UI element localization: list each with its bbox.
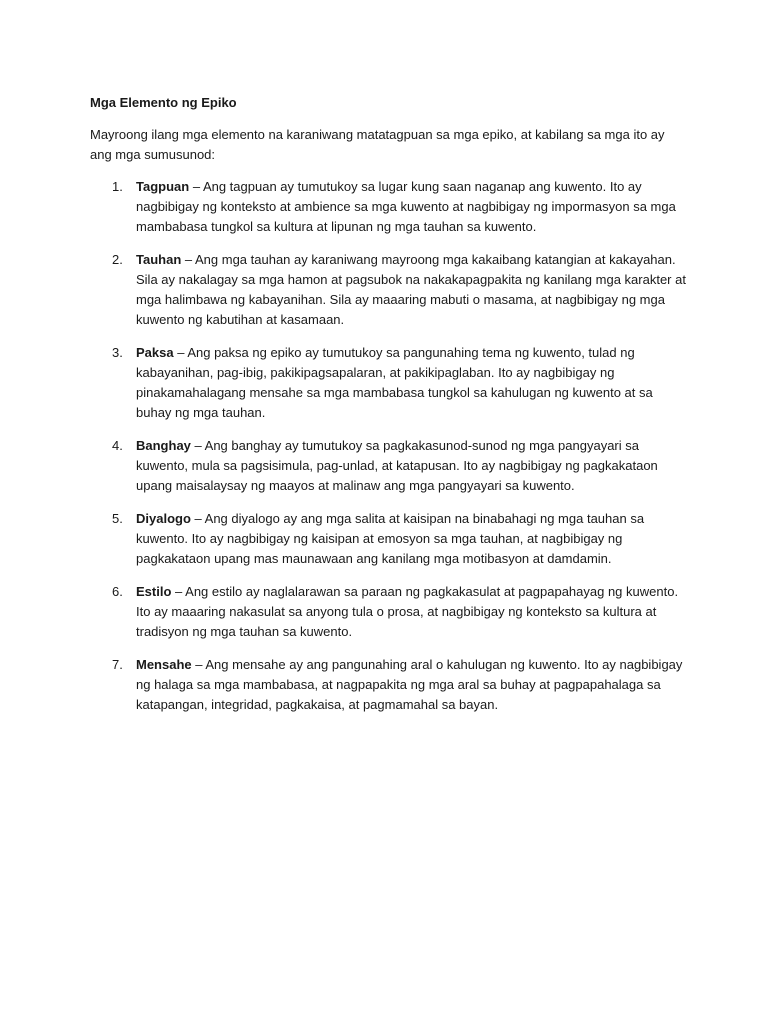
list-item-number: 2. [112, 252, 123, 267]
list-item-number: 7. [112, 657, 123, 672]
list-item [90, 582, 688, 642]
document-body [90, 94, 688, 728]
elements-list [90, 177, 688, 715]
element-description: – Ang mga tauhan ay karaniwang mayroong mga kakaibang katangian at kakayahan. Sila ay nakalagay sa mga hamon at pagsubok na nakakapagpakita ng kanilang mga karakter at mga halimbawa ng kabayanihan. Sila ay maaaring mabuti o masama, at nagbibigay ng mga kuwento ng kabutihan at kasamaan. [136, 252, 686, 327]
list-item [90, 655, 688, 715]
list-item [90, 436, 688, 496]
element-term: Paksa [136, 345, 174, 360]
element-term: Tauhan [136, 252, 182, 267]
element-term: Banghay [136, 438, 191, 453]
element-term: Estilo [136, 584, 172, 599]
list-item-number: 4. [112, 438, 123, 453]
element-description: – Ang mensahe ay ang pangunahing aral o kahulugan ng kuwento. Ito ay nagbibigay ng halaga sa mga mambabasa, at nagpapakita ng mga aral sa buhay at pagpapahalaga sa katapangan, integridad, pagkakaisa, at pagmamahal sa bayan. [136, 657, 683, 712]
element-description: – Ang diyalogo ay ang mga salita at kaisipan na binabahagi ng mga tauhan sa kuwento. Ito ay nagbibigay ng kaisipan at emosyon sa mga tauhan, at nagbibigay ng pagkakataon upang mas maunawaan ang kanilang mga motibasyon at damdamin. [136, 511, 645, 566]
list-item [90, 177, 688, 237]
element-description: – Ang banghay ay tumutukoy sa pagkakasunod-sunod ng mga pangyayari sa kuwento, mula sa pagsisimula, pag-unlad, at katapusan. Ito ay nagbibigay ng pagkakataon upang maisalaysay ng maayos at malinaw ang mga pangyayari sa kuwento. [136, 438, 658, 493]
intro-paragraph: Mayroong ilang mga elemento na karaniwang matatagpuan sa mga epiko, at kabilang sa mga ito ay ang mga sumusunod: [90, 127, 665, 162]
list-item [90, 509, 688, 569]
list-item-number: 6. [112, 584, 123, 599]
list-item [90, 250, 688, 330]
list-item-number: 1. [112, 179, 123, 194]
element-term: Mensahe [136, 657, 192, 672]
element-description: – Ang paksa ng epiko ay tumutukoy sa pangunahing tema ng kuwento, tulad ng kabayanihan, pag-ibig, pakikipagsapalaran, at pakikipaglaban. Ito ay nagbibigay ng pinakamahalagang mensahe sa mga mambabasa tungkol sa kahulugan ng kuwento at sa buhay ng mga tauhan. [136, 345, 653, 420]
list-item-number: 3. [112, 345, 123, 360]
document-title: Mga Elemento ng Epiko [90, 95, 237, 110]
element-description: – Ang tagpuan ay tumutukoy sa lugar kung saan naganap ang kuwento. Ito ay nagbibigay ng konteksto at ambience sa mga kuwento at nagbibigay ng impormasyon sa mga mambabasa tungkol sa kultura at lipunan ng mga tauhan sa kuwento. [136, 179, 676, 234]
element-term: Tagpuan [136, 179, 190, 194]
element-description: – Ang estilo ay naglalarawan sa paraan ng pagkakasulat at pagpapahayag ng kuwento. Ito ay maaaring nakasulat sa anyong tula o prosa, at nagbibigay ng konteksto sa kultura at tradisyon ng mga tauhan sa kuwento. [136, 584, 679, 639]
list-item-number: 5. [112, 511, 123, 526]
element-term: Diyalogo [136, 511, 191, 526]
list-item [90, 343, 688, 423]
